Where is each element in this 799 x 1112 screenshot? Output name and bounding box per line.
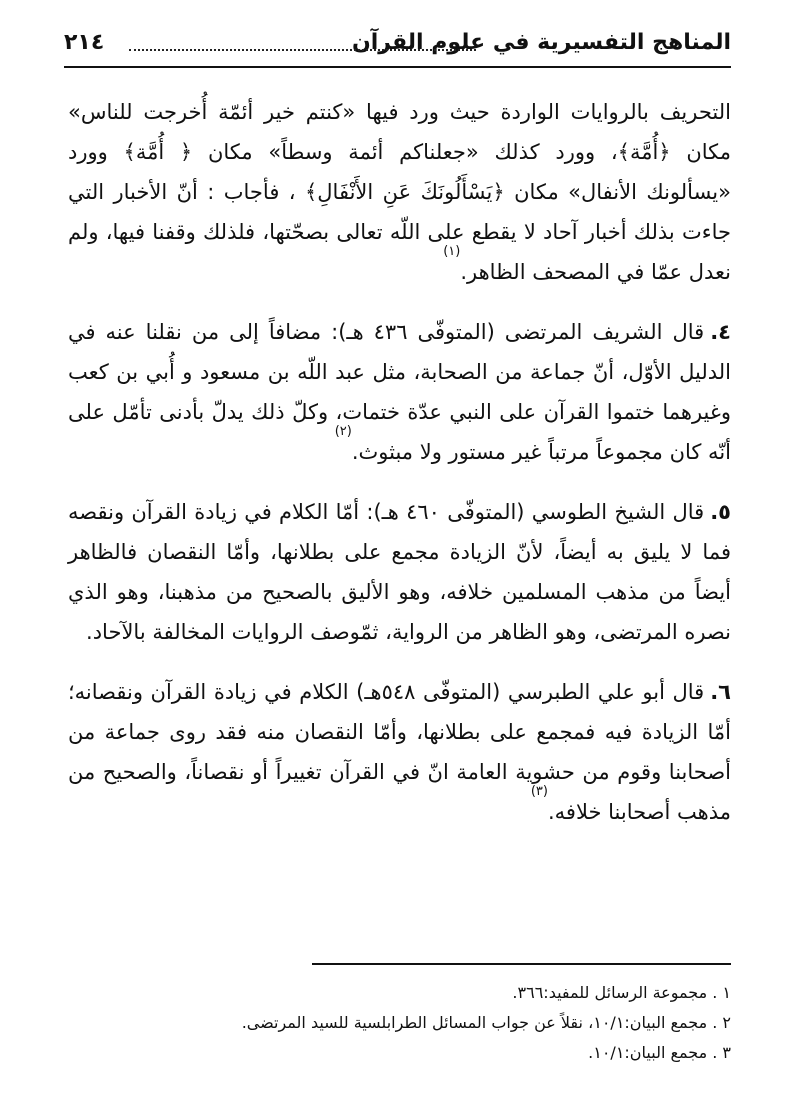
footnotes — [68, 978, 731, 1068]
paragraph-number: ٥. — [710, 500, 731, 524]
footnote: ٢ . مجمع البيان:١٠/١، نقلاً عن جواب المسائل الطرابلسية للسيد المرتضى. — [241, 1013, 731, 1032]
paragraph-text: التحريف بالروايات الواردة حيث ورد فيها «كنتم خير أئمّة أُخرجت للناس» مكان ﴿أُمَّة﴾، وورد كذلك «جعلناكم أئمة وسطاً» مكان ﴿ أُمَّة﴾ وورد «يسألونك الأنفال» مكان ﴿يَسْأَلُونَكَ عَنِ الأَنْفَالِ﴾ ، فأجاب : أنّ الأخبار التي جاءت بذلك أخبار آحاد لا يقطع على اللّه تعالى بصحّتها، فلذلك وقفنا فيها، ولم نعدل عمّا في المصحف الظاهر. — [68, 100, 731, 284]
paragraph — [68, 672, 731, 840]
footnote: ١ . مجموعة الرسائل للمفيد:٣٦٦. — [512, 983, 731, 1002]
paragraph-text: قال الشريف المرتضى (المتوفّى ٤٣٦ هـ): مضافاً إلى من نقلنا عنه في الدليل الأوّل، أنّ جماعة من الصحابة، مثل عبد اللّه بن مسعود و أُبي بن كعب وغيرهما ختموا القرآن على النبي عدّة ختمات، وكلّ ذلك يدلّ بأدنى تأمّل على أنّه كان مجموعاً مرتباً غير مستور ولا مبثوث. — [68, 320, 731, 464]
paragraph-number: ٤. — [710, 320, 731, 344]
paragraph — [68, 312, 731, 480]
paragraph-number: ٦. — [710, 680, 731, 704]
paragraph — [68, 492, 731, 660]
paragraph-text: قال أبو علي الطبرسي (المتوفّى ٥٤٨هـ) الكلام في زيادة القرآن ونقصانه؛ أمّا الزيادة فيه فمجمع على بطلانها، وأمّا النقصان منه فقد روى جماعة من أصحابنا وقوم من حشوية العامة انّ في القرآن تغييراً أو نقصاناً، والصحيح من مذهب أصحابنا خلافه. — [68, 680, 731, 824]
footnote-ref: (١) — [443, 244, 461, 259]
footnote-rule — [312, 963, 731, 965]
header-title: المناهج التفسيرية في علوم القرآن — [351, 30, 731, 55]
footnote-ref: (٢) — [334, 424, 352, 439]
page-number: ٢١٤ — [64, 30, 105, 55]
footnote-ref: (٣) — [530, 784, 548, 799]
running-header — [64, 30, 731, 64]
paragraph-text: قال الشيخ الطوسي (المتوفّى ٤٦٠ هـ): أمّا الكلام في زيادة القرآن ونقصه فما لا يليق به أيضاً، لأنّ الزيادة مجمع على بطلانها، وأمّا النقصان فالظاهر أيضاً من مذهب المسلمين خلافه، وهو الأليق بالصحيح من مذهبنا، وهو الذي نصره المرتضى، وهو الظاهر من الرواية، ثمّوصف الروايات المخالفة بالآحاد. — [68, 500, 731, 644]
header-dot-leader — [129, 49, 476, 51]
header-rule — [64, 66, 731, 68]
footnote: ٣ . مجمع البيان:١٠/١. — [588, 1043, 731, 1062]
body-text — [68, 92, 731, 852]
paragraph — [68, 92, 731, 300]
